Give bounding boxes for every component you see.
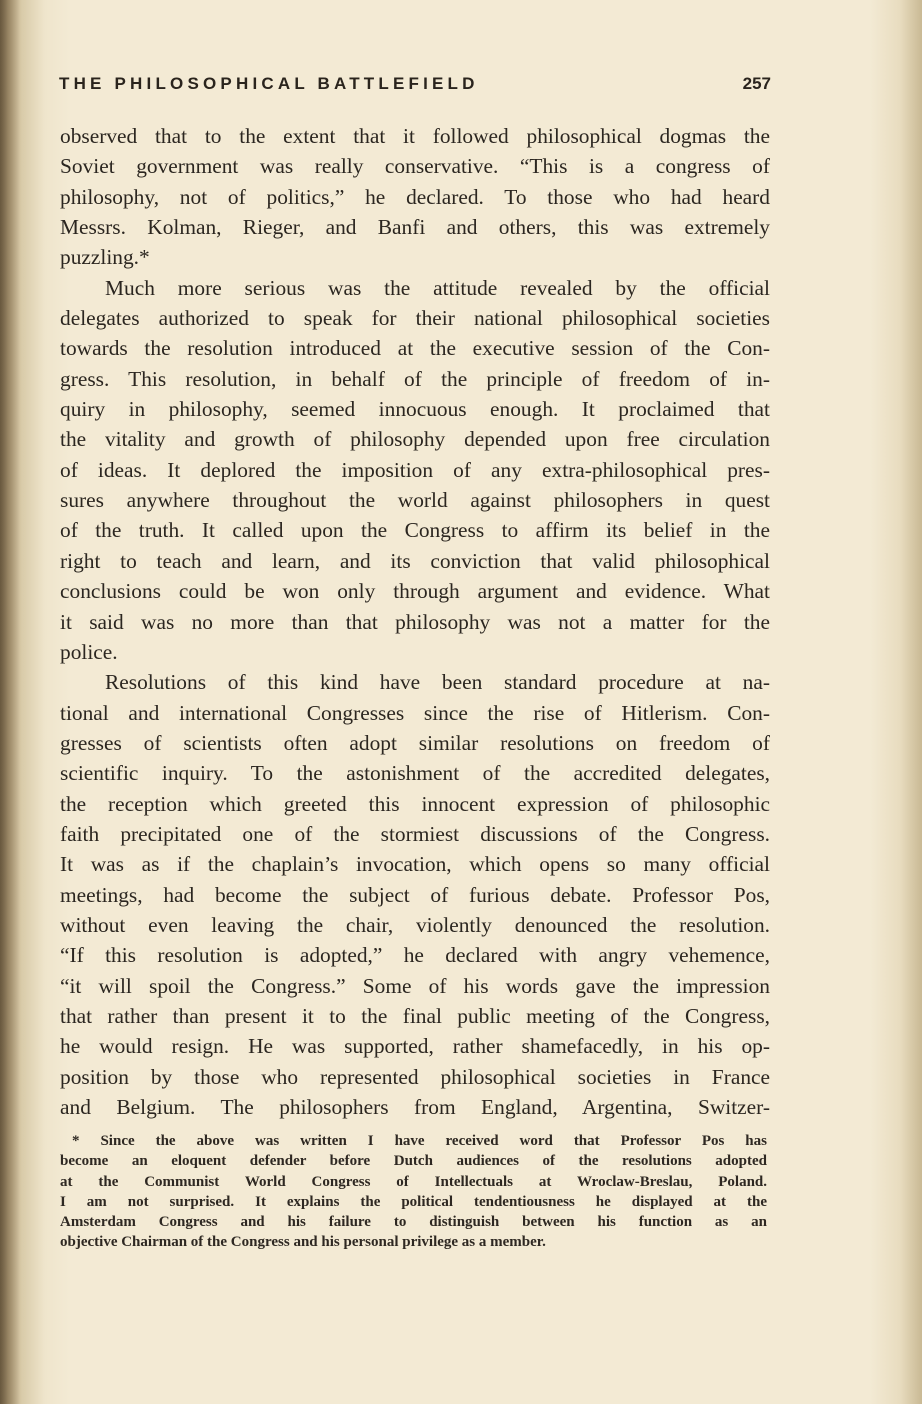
gutter-shadow <box>0 0 20 1404</box>
text-line: puzzling.* <box>60 245 150 270</box>
text-line: Much more serious was the attitude revealed by the official <box>105 275 770 300</box>
text-line: quiry in philosophy, seemed innocuous enough. It proclaimed that <box>60 397 770 422</box>
footnote <box>60 1131 767 1253</box>
text-line: of ideas. It deplored the imposition of any extra-philosophical pres- <box>60 457 770 482</box>
text-line: scientific inquiry. To the astonishment of the accredited delegates, <box>60 761 770 786</box>
footnote-line: Amsterdam Congress and his failure to distinguish between his function as an <box>60 1214 767 1231</box>
text-line: of the truth. It called upon the Congress to affirm its belief in the <box>60 518 770 543</box>
footnote-line: objective Chairman of the Congress and his personal privilege as a member. <box>60 1234 546 1251</box>
text-line: and Belgium. The philosophers from England, Argentina, Switzer- <box>60 1095 770 1119</box>
text-line: without even leaving the chair, violently denounced the resolution. <box>60 912 770 937</box>
text-line: philosophy, not of politics,” he declared. To those who had heard <box>60 184 770 209</box>
footnote-line: become an eloquent defender before Dutch audiences of the resolutions adopted <box>60 1153 767 1170</box>
text-line: meetings, had become the subject of furious debate. Professor Pos, <box>60 882 770 907</box>
text-line: observed that to the extent that it followed philosophical dogmas the <box>60 124 770 148</box>
text-line: right to teach and learn, and its conviction that valid philosophical <box>60 548 770 573</box>
text-line: gress. This resolution, in behalf of the principle of freedom of in- <box>60 366 770 391</box>
text-line: “If this resolution is adopted,” he declared with angry vehemence, <box>60 943 770 968</box>
text-line: “it will spoil the Congress.” Some of his words gave the impression <box>60 973 770 998</box>
text-line: sures anywhere throughout the world against philosophers in quest <box>60 488 770 513</box>
text-line: Resolutions of this kind have been standard procedure at na- <box>105 670 770 695</box>
page-number: 257 <box>742 74 771 93</box>
text-line: Messrs. Kolman, Rieger, and Banfi and others, this was extremely <box>60 215 770 240</box>
text-line: gresses of scientists often adopt similar resolutions on freedom of <box>60 730 770 755</box>
running-title: THE PHILOSOPHICAL BATTLEFIELD <box>59 74 479 93</box>
footnote-line: I am not surprised. It explains the political tendentiousness he displayed at the <box>60 1193 767 1210</box>
text-line: that rather than present it to the final public meeting of the Congress, <box>60 1003 770 1028</box>
body-text <box>60 121 770 1122</box>
text-line: conclusions could be won only through argument and evidence. What <box>60 579 770 604</box>
text-line: position by those who represented philosophical societies in France <box>60 1064 770 1089</box>
text-line: faith precipitated one of the stormiest discussions of the Congress. <box>60 821 770 846</box>
text-line: it said was no more than that philosophy was not a matter for the <box>60 609 770 634</box>
text-line: the reception which greeted this innocent expression of philosophic <box>60 791 770 816</box>
footnote-line: at the Communist World Congress of Intellectuals at Wroclaw-Breslau, Poland. <box>60 1173 767 1190</box>
text-line: police. <box>60 639 118 664</box>
text-line: Soviet government was really conservative. “This is a congress of <box>60 154 770 179</box>
text-line: he would resign. He was supported, rather shamefacedly, in his op- <box>60 1034 770 1059</box>
text-line: the vitality and growth of philosophy depended upon free circulation <box>60 427 770 452</box>
text-line: towards the resolution introduced at the executive session of the Con- <box>60 336 770 361</box>
footnote-line: * Since the above was written I have received word that Professor Pos has <box>72 1133 767 1149</box>
text-line: delegates authorized to speak for their national philosophical societies <box>60 306 770 331</box>
text-line: tional and international Congresses since the rise of Hitlerism. Con- <box>60 700 770 725</box>
text-line: It was as if the chaplain’s invocation, which opens so many official <box>60 852 770 877</box>
running-head <box>59 74 771 100</box>
